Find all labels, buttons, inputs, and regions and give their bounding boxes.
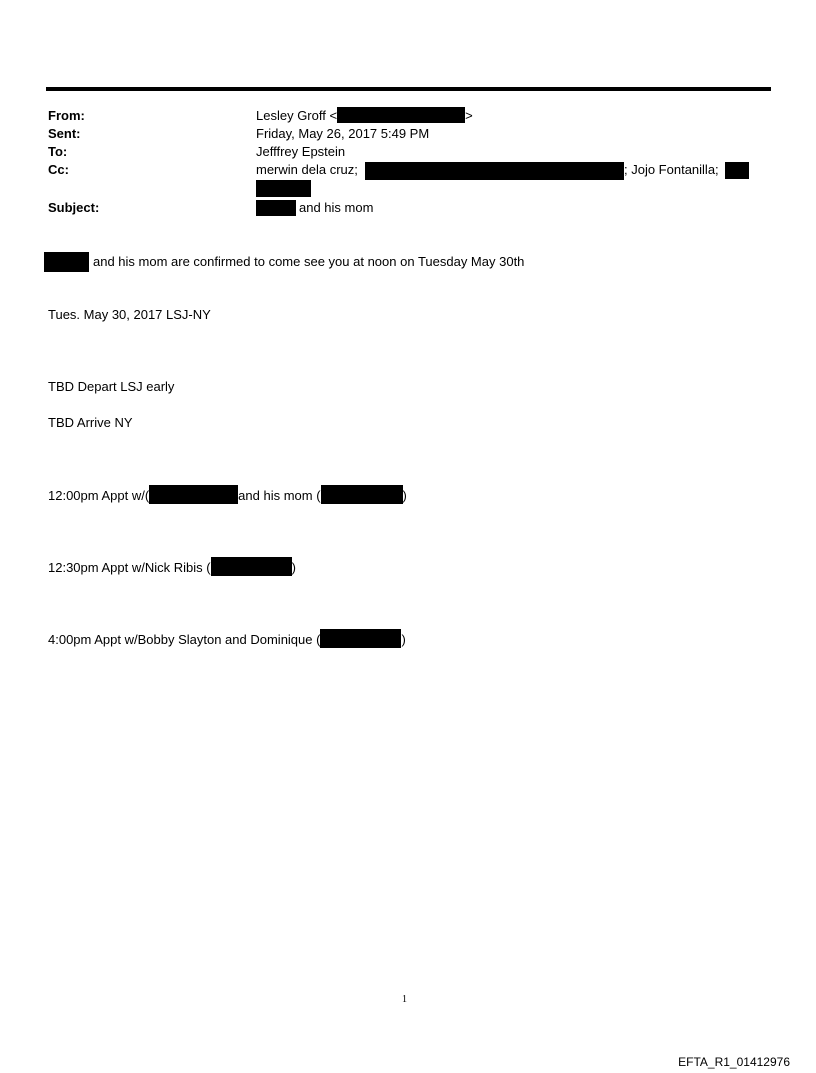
redaction: [256, 180, 311, 197]
body-line-arrive: TBD Arrive NY: [48, 415, 133, 430]
from-close: >: [465, 108, 473, 123]
redaction: [365, 162, 624, 180]
from-label: From:: [48, 108, 85, 123]
cc-value: [256, 161, 358, 178]
appt-1: [48, 485, 407, 504]
page-number: 1: [402, 994, 407, 1005]
to-value: Jefffrey Epstein: [256, 144, 346, 159]
appt-1-close: ): [402, 488, 407, 503]
appt-2-close: ): [291, 560, 296, 575]
appt-1-with: and his mom (: [238, 488, 321, 503]
body-line-confirmed: and his mom are confirmed to come see you at noon on Tuesday May 30th: [93, 254, 525, 269]
sent-label: Sent:: [48, 126, 81, 141]
body-line-depart: TBD Depart LSJ early: [48, 379, 175, 394]
appt-1-time: 12:00pm Appt w/(: [48, 488, 150, 503]
from-name: Lesley Groff <: [256, 108, 338, 123]
redaction: [725, 162, 749, 179]
sent-value: Friday, May 26, 2017 5:49 PM: [256, 126, 430, 141]
appt-3-time: 4:00pm Appt w/Bobby Slayton and Dominique (: [48, 632, 321, 647]
redaction: [320, 629, 401, 648]
redaction: [256, 200, 296, 216]
redaction: [44, 252, 89, 272]
subject-value: and his mom: [299, 200, 374, 215]
cc-name-2: ; Jojo Fontanilla;: [624, 162, 719, 177]
redaction: [149, 485, 238, 504]
subject-label: Subject:: [48, 200, 100, 215]
redaction: [211, 557, 292, 576]
appt-3: [48, 629, 406, 648]
from-value: [256, 107, 473, 124]
header-rule: [46, 87, 771, 91]
body-line-date: Tues. May 30, 2017 LSJ-NY: [48, 307, 211, 322]
cc-name-1: merwin dela cruz;: [256, 162, 358, 177]
redaction: [321, 485, 403, 504]
appt-2: [48, 557, 296, 576]
to-label: To:: [48, 144, 68, 159]
cc-label: Cc:: [48, 162, 69, 177]
document-id: EFTA_R1_01412976: [678, 1055, 790, 1069]
redaction: [337, 107, 465, 123]
appt-3-close: ): [401, 632, 406, 647]
appt-2-time: 12:30pm Appt w/Nick Ribis (: [48, 560, 211, 575]
